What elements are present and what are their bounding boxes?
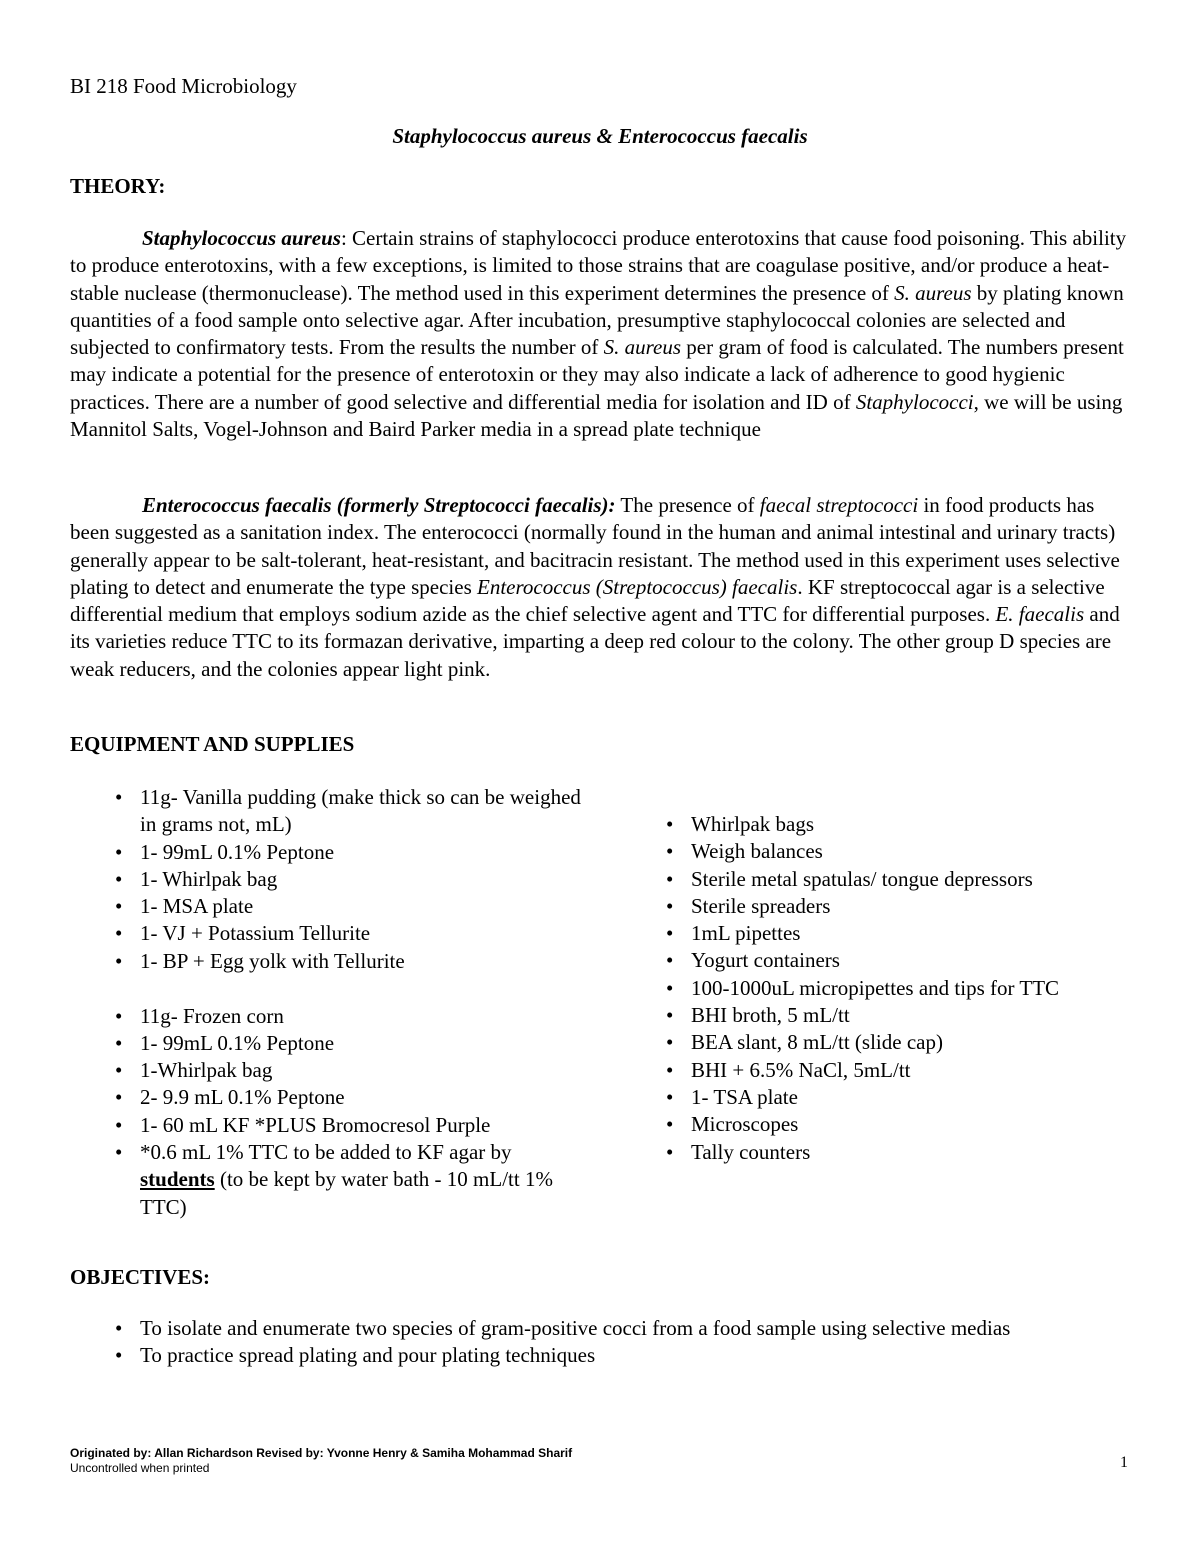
page-number: 1	[1120, 1454, 1128, 1471]
theory-paragraph-staph: Staphylococcus aureus: Certain strains of staphylococci produce enterotoxins that cause food poisoning. This ability to produce enterotoxins, with a few exceptions, is limited to those strains that are coagulase positive, and/or produce a heat-stable nuclease (thermonuclease). The method used in this experiment determines the presence of S. aureus by plating known quantities of a food sample onto selective agar. After incubation, presumptive staphylococcal colonies are selected and subjected to confirmatory tests. From the results the number of S. aureus per gram of food is calculated. The numbers present may indicate a potential for the presence of enterotoxin or they may also indicate a lack of adherence to good hygienic practices. There are a number of good selective and differential media for isolation and ID of Staphylococci, we will be using Mannitol Salts, Vogel-Johnson and Baird Parker media in a spread plate technique	[70, 226, 1127, 442]
list-spacer	[70, 975, 590, 1003]
list-item: • Yogurt containers	[621, 947, 1181, 974]
bullet-icon: •	[666, 866, 674, 891]
list-item: • 1- TSA plate	[621, 1084, 1181, 1111]
document-title: Staphylococcus aureus & Enterococcus faecalis	[392, 124, 808, 148]
list-item: • 1mL pipettes	[621, 920, 1181, 947]
bullet-icon: •	[115, 1030, 123, 1055]
bullet-icon: •	[666, 975, 674, 1000]
footer	[70, 1446, 572, 1476]
list-item: • 1- 60 mL KF *PLUS Bromocresol Purple	[70, 1112, 590, 1139]
entero-lead: Enterococcus faecalis (formerly Streptococci faecalis):	[142, 493, 616, 517]
list-item: • 1- Whirlpak bag	[70, 866, 590, 893]
objectives-list	[70, 1315, 1170, 1370]
bullet-icon: •	[115, 1316, 123, 1340]
list-item: • Weigh balances	[621, 838, 1181, 865]
staph-lead: Staphylococcus aureus	[142, 226, 341, 250]
bullet-icon: •	[666, 1112, 674, 1137]
bullet-icon: •	[115, 1003, 123, 1028]
list-item: • BHI broth, 5 mL/tt	[621, 1002, 1181, 1029]
list-item: • Sterile metal spatulas/ tongue depressors	[621, 866, 1181, 893]
list-item: • 1- MSA plate	[70, 893, 590, 920]
students-emphasis: students	[140, 1167, 215, 1192]
list-item: • 2- 9.9 mL 0.1% Peptone	[70, 1084, 590, 1111]
equipment-heading: EQUIPMENT AND SUPPLIES	[70, 732, 355, 756]
course-title: BI 218 Food Microbiology	[70, 74, 297, 98]
bullet-icon: •	[115, 1343, 123, 1368]
theory-paragraph-entero: Enterococcus faecalis (formerly Streptococci faecalis): The presence of faecal streptococci in food products has been suggested as a sanitation index. The enterococci (normally found in the human and animal intestinal and urinary tracts) generally appear to be salt-tolerant, heat-resistant, and bacitracin resistant. The method used in this experiment uses selective plating to detect and enumerate the type species Enterococcus (Streptococcus) faecalis. KF streptococcal agar is a selective differential medium that employs sodium azide as the chief selective agent and TTC for differential purposes. E. faecalis and its varieties reduce TTC to its formazan derivative, imparting a deep red colour to the colony. The other group D species are weak reducers, and the colonies appear light pink.	[70, 493, 1120, 681]
equipment-list-left	[70, 784, 590, 1221]
bullet-icon: •	[666, 921, 674, 946]
bullet-icon: •	[666, 1139, 674, 1164]
list-item: • Sterile spreaders	[621, 893, 1181, 920]
bullet-icon: •	[666, 812, 674, 836]
list-item: • 1- 99mL 0.1% Peptone	[70, 1030, 590, 1057]
equipment-list-right	[621, 811, 1181, 1166]
bullet-icon: •	[666, 1030, 674, 1055]
bullet-icon: •	[666, 893, 674, 918]
bullet-icon: •	[666, 1084, 674, 1109]
footer-note: Uncontrolled when printed	[70, 1461, 210, 1475]
list-item: • Tally counters	[621, 1139, 1181, 1166]
bullet-icon: •	[115, 839, 123, 864]
list-item: • 1- 99mL 0.1% Peptone	[70, 839, 590, 866]
list-item: • BEA slant, 8 mL/tt (slide cap)	[621, 1029, 1181, 1056]
list-item: • Microscopes	[621, 1111, 1181, 1138]
list-item: • 1- VJ + Potassium Tellurite	[70, 920, 590, 947]
list-item: • 1- BP + Egg yolk with Tellurite	[70, 948, 590, 975]
bullet-icon: •	[115, 785, 123, 809]
bullet-icon: •	[666, 1003, 674, 1028]
bullet-icon: •	[115, 1112, 123, 1137]
list-item: • 11g- Frozen corn	[70, 1003, 590, 1030]
list-item: • Whirlpak bags	[621, 811, 1181, 838]
bullet-icon: •	[666, 948, 674, 973]
bullet-icon: •	[666, 1057, 674, 1082]
list-item-ttc: • *0.6 mL 1% TTC to be added to KF agar by students (to be kept by water bath - 10 mL/tt 1% TTC)	[115, 1140, 553, 1219]
list-item: • To practice spread plating and pour plating techniques	[70, 1342, 1170, 1369]
bullet-icon: •	[115, 948, 123, 973]
bullet-icon: •	[115, 1085, 123, 1110]
list-item: • 11g- Vanilla pudding (make thick so can be weighed in grams not, mL)	[115, 785, 581, 837]
bullet-icon: •	[115, 1140, 123, 1165]
bullet-icon: •	[115, 1058, 123, 1083]
bullet-icon: •	[115, 866, 123, 891]
list-item: • 1-Whirlpak bag	[70, 1057, 590, 1084]
objectives-heading: OBJECTIVES:	[70, 1265, 211, 1289]
bullet-icon: •	[666, 839, 674, 864]
list-item: • 100-1000uL micropipettes and tips for TTC	[621, 975, 1181, 1002]
list-item: • To isolate and enumerate two species of gram-positive cocci from a food sample using selective medias	[70, 1315, 1170, 1342]
bullet-icon: •	[115, 921, 123, 946]
bullet-icon: •	[115, 894, 123, 919]
footer-authors: Originated by: Allan Richardson Revised by: Yvonne Henry & Samiha Mohammad Sharif	[70, 1446, 573, 1460]
list-item: • BHI + 6.5% NaCl, 5mL/tt	[621, 1057, 1181, 1084]
theory-heading: THEORY:	[70, 174, 166, 198]
